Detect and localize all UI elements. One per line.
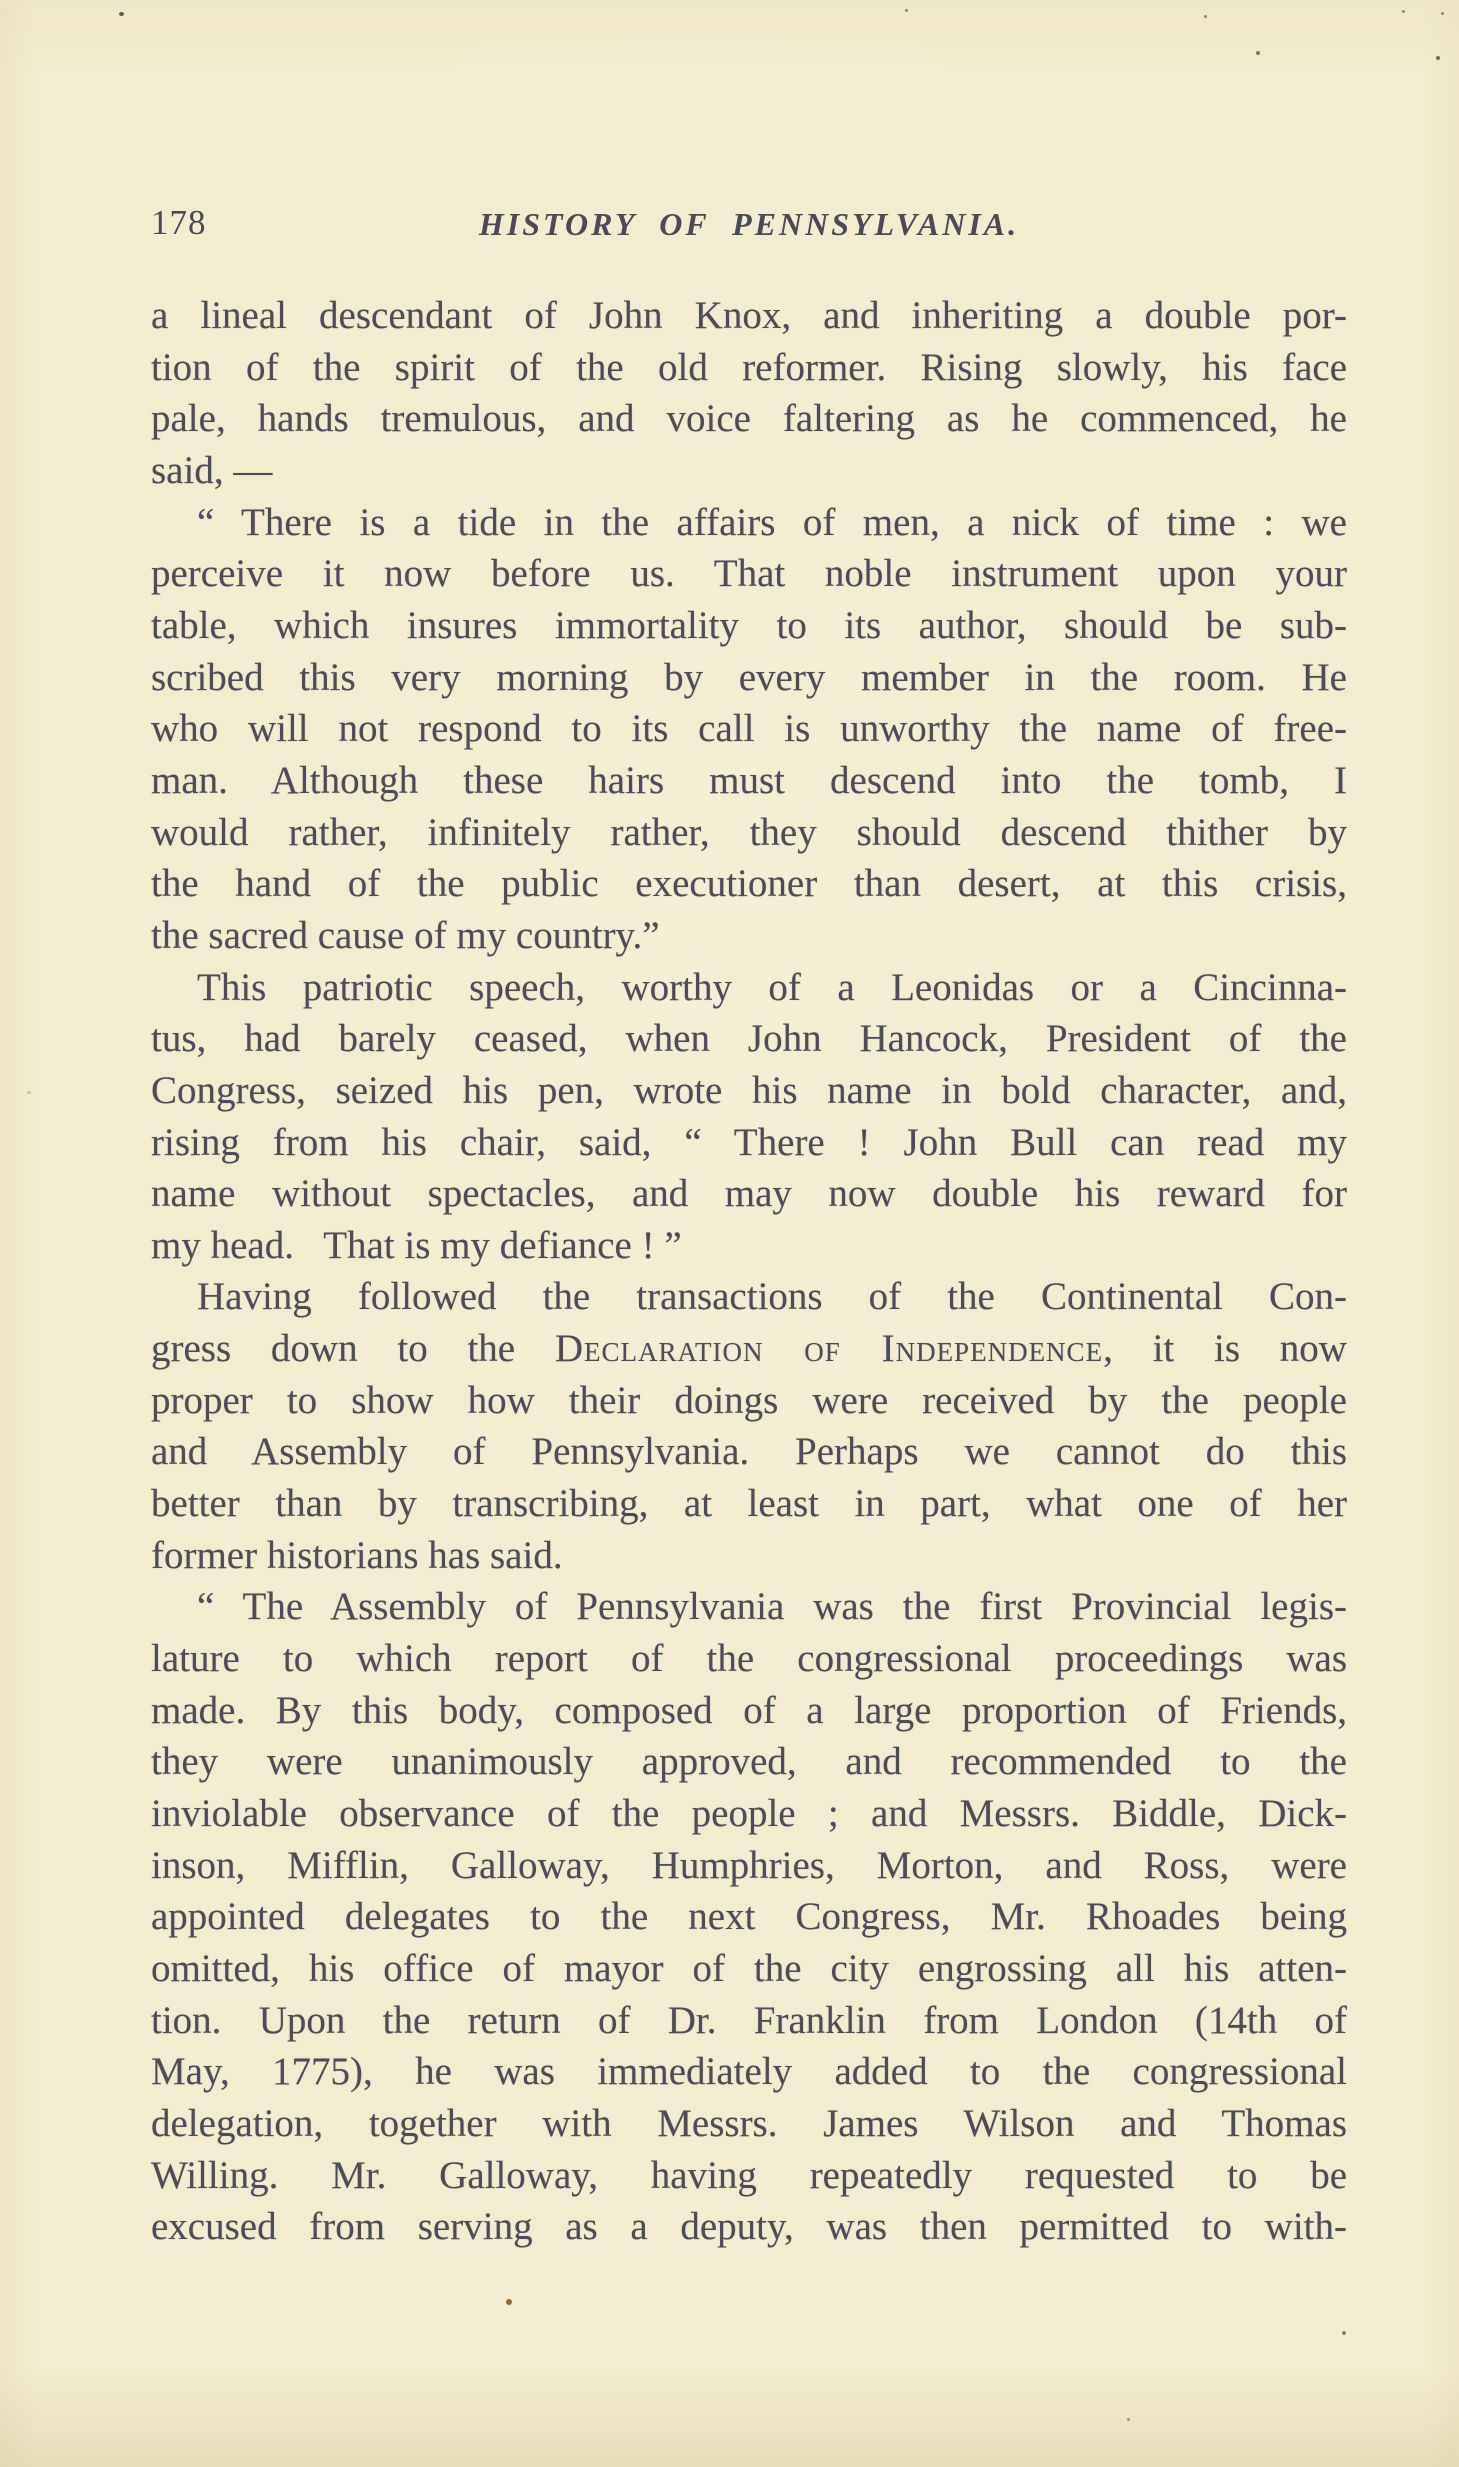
text-segment: , it is now — [1103, 1327, 1347, 1371]
scan-speck — [27, 1091, 31, 1094]
text-line: made. By this body, composed of a large proportion of Friends, — [151, 1688, 1347, 1732]
text-line: inviolable observance of the people ; and Messrs. Biddle, Dick- — [151, 1792, 1347, 1836]
text-line: “ There is a tide in the affairs of men, a nick of time : we — [197, 500, 1347, 544]
text-line: delegation, together with Messrs. James Wilson and Thomas — [151, 2101, 1347, 2145]
text-line — [151, 1323, 1347, 1375]
scan-speck — [1342, 2331, 1346, 2335]
scan-speck — [905, 9, 908, 12]
text-line: scribed this very morning by every member in the room. He — [151, 655, 1347, 699]
text-line: better than by transcribing, at least in part, what one of her — [151, 1482, 1347, 1526]
scan-speck — [1402, 10, 1405, 13]
text-line: Congress, seized his pen, wrote his name in bold character, and, — [151, 1068, 1347, 1112]
text-line: This patriotic speech, worthy of a Leonidas or a Cincinna- — [197, 965, 1347, 1009]
text-line: would rather, infinitely rather, they should descend thither by — [151, 810, 1347, 854]
text-line: Having followed the transactions of the Continental Con- — [197, 1275, 1347, 1319]
text-line: Willing. Mr. Galloway, having repeatedly requested to be — [151, 2153, 1347, 2197]
text-line: proper to show how their doings were received by the people — [151, 1378, 1347, 1422]
text-line: my head. That is my defiance ! ” — [151, 1223, 682, 1267]
text-line: man. Although these hairs must descend into the tomb, I — [151, 758, 1347, 802]
text-line: pale, hands tremulous, and voice faltering as he commenced, he — [151, 397, 1347, 441]
text-line: and Assembly of Pennsylvania. Perhaps we cannot do this — [151, 1430, 1347, 1474]
text-line: “ The Assembly of Pennsylvania was the first Provincial legis- — [197, 1585, 1347, 1629]
page-body-text — [151, 290, 1347, 2253]
text-line: the sacred cause of my country.” — [151, 913, 660, 957]
text-line: tus, had barely ceased, when John Hancock, President of the — [151, 1017, 1347, 1061]
text-line: excused from serving as a deputy, was then permitted to with- — [151, 2205, 1347, 2249]
text-line: who will not respond to its call is unworthy the name of free- — [151, 707, 1347, 751]
text-line: lature to which report of the congressional proceedings was — [151, 1637, 1347, 1681]
text-line: tion. Upon the return of Dr. Franklin from London (14th of — [151, 1998, 1347, 2042]
scan-speck — [1127, 2418, 1130, 2421]
text-line: tion of the spirit of the old reformer. Rising slowly, his face — [151, 345, 1347, 389]
text-line: they were unanimously approved, and recommended to the — [151, 1740, 1347, 1784]
page-number: 178 — [151, 203, 207, 242]
text-line: May, 1775), he was immediately added to the congressional — [151, 2050, 1347, 2094]
text-line: inson, Mifflin, Galloway, Humphries, Morton, and Ross, were — [151, 1843, 1347, 1887]
declaration-smallcaps: Declaration of Independence — [554, 1327, 1104, 1371]
text-segment: gress down to the — [151, 1327, 555, 1371]
text-line: appointed delegates to the next Congress, Mr. Rhoades being — [151, 1895, 1347, 1939]
text-line: table, which insures immortality to its author, should be sub- — [151, 603, 1347, 647]
text-line: the hand of the public executioner than desert, at this crisis, — [151, 862, 1347, 906]
text-line: said, — — [151, 448, 273, 492]
scan-speck — [1436, 56, 1440, 60]
scan-speck — [1441, 12, 1444, 15]
scan-speck — [1256, 51, 1260, 55]
scan-speck — [119, 12, 124, 16]
text-line: name without spectacles, and may now double his reward for — [151, 1172, 1347, 1216]
running-title: HISTORY OF PENNSYLVANIA. — [478, 206, 1020, 242]
scan-speck — [1204, 15, 1207, 18]
text-line: rising from his chair, said, “ There ! John Bull can read my — [151, 1120, 1347, 1164]
text-line: omitted, his office of mayor of the city engrossing all his atten- — [151, 1947, 1347, 1990]
text-line: perceive it now before us. That noble instrument upon your — [151, 552, 1347, 596]
text-line: former historians has said. — [151, 1533, 563, 1577]
text-line: a lineal descendant of John Knox, and inheriting a double por- — [151, 294, 1347, 337]
scan-speck — [506, 2299, 512, 2305]
